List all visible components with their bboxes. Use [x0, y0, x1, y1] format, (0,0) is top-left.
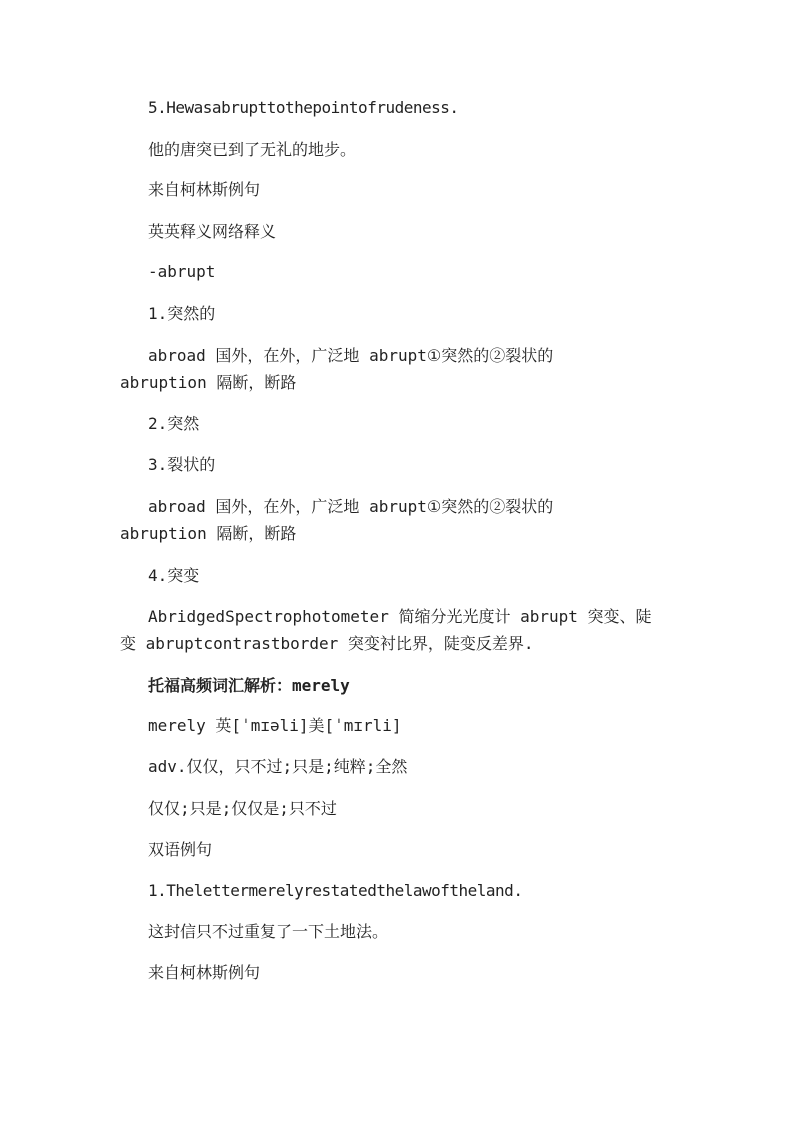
definition-item: 1.突然的: [148, 304, 216, 323]
example-sentence-zh: 他的唐突已到了无礼的地步。: [148, 140, 357, 159]
paragraph-line: 变 abruptcontrastborder 突变衬比界，陡变反差界.: [120, 634, 534, 653]
pronunciation: merely 英[ˈmɪəli]美[ˈmɪrli]: [148, 716, 402, 735]
example-sentence-en: 5.Hewasabrupttothepointofrudeness.: [148, 98, 459, 117]
definition-line: 仅仅;只是;仅仅是;只不过: [148, 799, 337, 818]
paragraph-line: abruption 隔断，断路: [120, 524, 297, 543]
definition-item: 4.突变: [148, 566, 200, 585]
section-heading: 英英释义网络释义: [148, 222, 277, 241]
section-title: 托福高频词汇解析：merely: [148, 676, 350, 695]
headword: -abrupt: [148, 262, 216, 281]
paragraph-line: abroad 国外，在外，广泛地 abrupt①突然的②裂状的: [148, 497, 554, 516]
source-note: 来自柯林斯例句: [148, 180, 261, 199]
paragraph-line: abruption 隔断，断路: [120, 373, 297, 392]
example-sentence-en: 1.Thelettermerelyrestatedthelawoftheland.: [148, 881, 523, 900]
definition-item: 3.裂状的: [148, 455, 216, 474]
definition-line: adv.仅仅，只不过;只是;纯粹;全然: [148, 757, 408, 776]
source-note: 来自柯林斯例句: [148, 963, 261, 982]
example-sentence-zh: 这封信只不过重复了一下土地法。: [148, 922, 389, 941]
definition-item: 2.突然: [148, 414, 200, 433]
paragraph-line: AbridgedSpectrophotometer 简缩分光光度计 abrupt 突变、陡: [148, 607, 652, 626]
section-heading: 双语例句: [148, 840, 213, 859]
paragraph-line: abroad 国外，在外，广泛地 abrupt①突然的②裂状的: [148, 346, 554, 365]
